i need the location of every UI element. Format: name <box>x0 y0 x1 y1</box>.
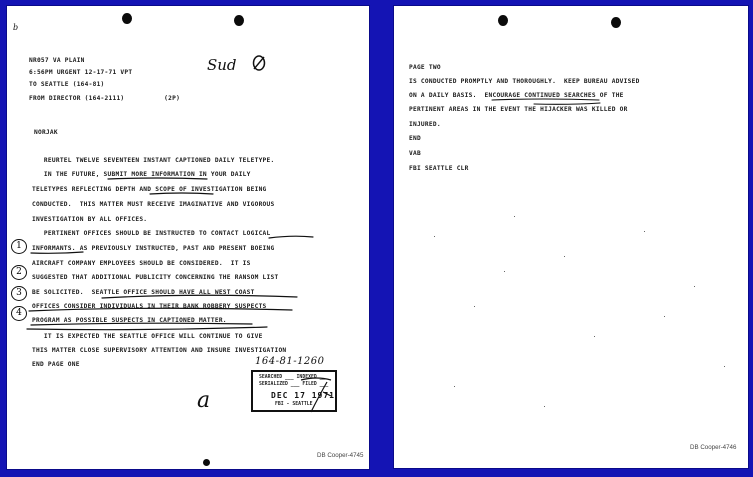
handwritten-file-number: 164-81-1260 <box>255 356 325 367</box>
header-line: NR057 VA PLAIN <box>29 57 85 64</box>
body-line: BE SOLICITED. SEATTLE OFFICE SHOULD HAVE ALL WEST COAST <box>32 289 255 296</box>
body-line: INVESTIGATION BY ALL OFFICES. <box>32 216 148 223</box>
page-two-line: VAB <box>409 150 421 157</box>
caption-norjak: NORJAK <box>34 129 58 136</box>
page-two-line: INJURED. <box>409 121 441 128</box>
body-line: OFFICES CONSIDER INDIVIDUALS IN THEIR BANK ROBBERY SUSPECTS <box>32 303 267 310</box>
margin-number-3: 3 <box>11 286 27 301</box>
header-line: 6:56PM URGENT 12-17-71 VPT <box>29 69 133 76</box>
margin-number-2: 2 <box>11 265 27 280</box>
page-two-line: PAGE TWO <box>409 64 441 71</box>
page-two-line: PERTINENT AREAS IN THE EVENT THE HIJACKER WAS KILLED OR <box>409 106 628 113</box>
document-page-two <box>394 6 748 468</box>
corner-handwritten-mark: b <box>13 23 19 32</box>
stamp-date: DEC 17 1971 <box>271 391 335 400</box>
document-id: DB Cooper-4745 <box>317 452 364 459</box>
document-id: DB Cooper-4746 <box>690 444 737 451</box>
body-line: PERTINENT OFFICES SHOULD BE INSTRUCTED TO CONTACT LOGICAL <box>32 230 271 237</box>
body-line: INFORMANTS. AS PREVIOUSLY INSTRUCTED, PAST AND PRESENT BOEING <box>32 245 275 252</box>
page-two-line: IS CONDUCTED PROMPTLY AND THOROUGHLY. KEEP BUREAU ADVISED <box>409 78 640 85</box>
body-line: CONDUCTED. THIS MATTER MUST RECEIVE IMAGINATIVE AND VIGOROUS <box>32 201 275 208</box>
margin-number-4: 4 <box>11 306 27 321</box>
page-two-line: END <box>409 135 421 142</box>
page-two-line: FBI SEATTLE CLR <box>409 165 469 172</box>
page-two-line: ON A DAILY BASIS. ENCOURAGE CONTINUED SEARCHES OF THE <box>409 92 624 99</box>
handwritten-stamp-scribble <box>297 374 337 416</box>
handwritten-sud-annotation: Sud <box>207 56 237 74</box>
body-line: AIRCRAFT COMPANY EMPLOYEES SHOULD BE CONSIDERED. IT IS <box>32 260 251 267</box>
handwritten-initials: a <box>197 388 211 413</box>
stamp-line: SERIALIZED ___ FILED ___ <box>259 382 329 387</box>
body-line: REURTEL TWELVE SEVENTEEN INSTANT CAPTIONED DAILY TELETYPE. <box>32 157 275 164</box>
body-line: IT IS EXPECTED THE SEATTLE OFFICE WILL CONTINUE TO GIVE <box>32 333 263 340</box>
handwritten-underlines <box>394 6 748 468</box>
body-line: IN THE FUTURE, SUBMIT MORE INFORMATION IN YOUR DAILY <box>32 171 251 178</box>
punch-hole-bottom <box>203 459 210 466</box>
body-line: SUGGESTED THAT ADDITIONAL PUBLICITY CONCERNING THE RANSOM LIST <box>32 274 279 281</box>
stamp-line: SEARCHED ___ INDEXED ___ <box>259 375 329 380</box>
header-line: FROM DIRECTOR (164-2111) (2P) <box>29 95 181 102</box>
body-line: END PAGE ONE <box>32 361 80 368</box>
body-line: THIS MATTER CLOSE SUPERVISORY ATTENTION AND INSURE INVESTIGATION <box>32 347 287 354</box>
stamp-office: FBI - SEATTLE <box>275 402 313 407</box>
body-line: PROGRAM AS POSSIBLE SUSPECTS IN CAPTIONED MATTER. <box>32 317 227 324</box>
document-page-one <box>7 6 369 469</box>
body-line: TELETYPES REFLECTING DEPTH AND SCOPE OF INVESTIGATION BEING <box>32 186 267 193</box>
header-line: TO SEATTLE (164-81) <box>29 81 105 88</box>
margin-number-1: 1 <box>11 239 27 254</box>
